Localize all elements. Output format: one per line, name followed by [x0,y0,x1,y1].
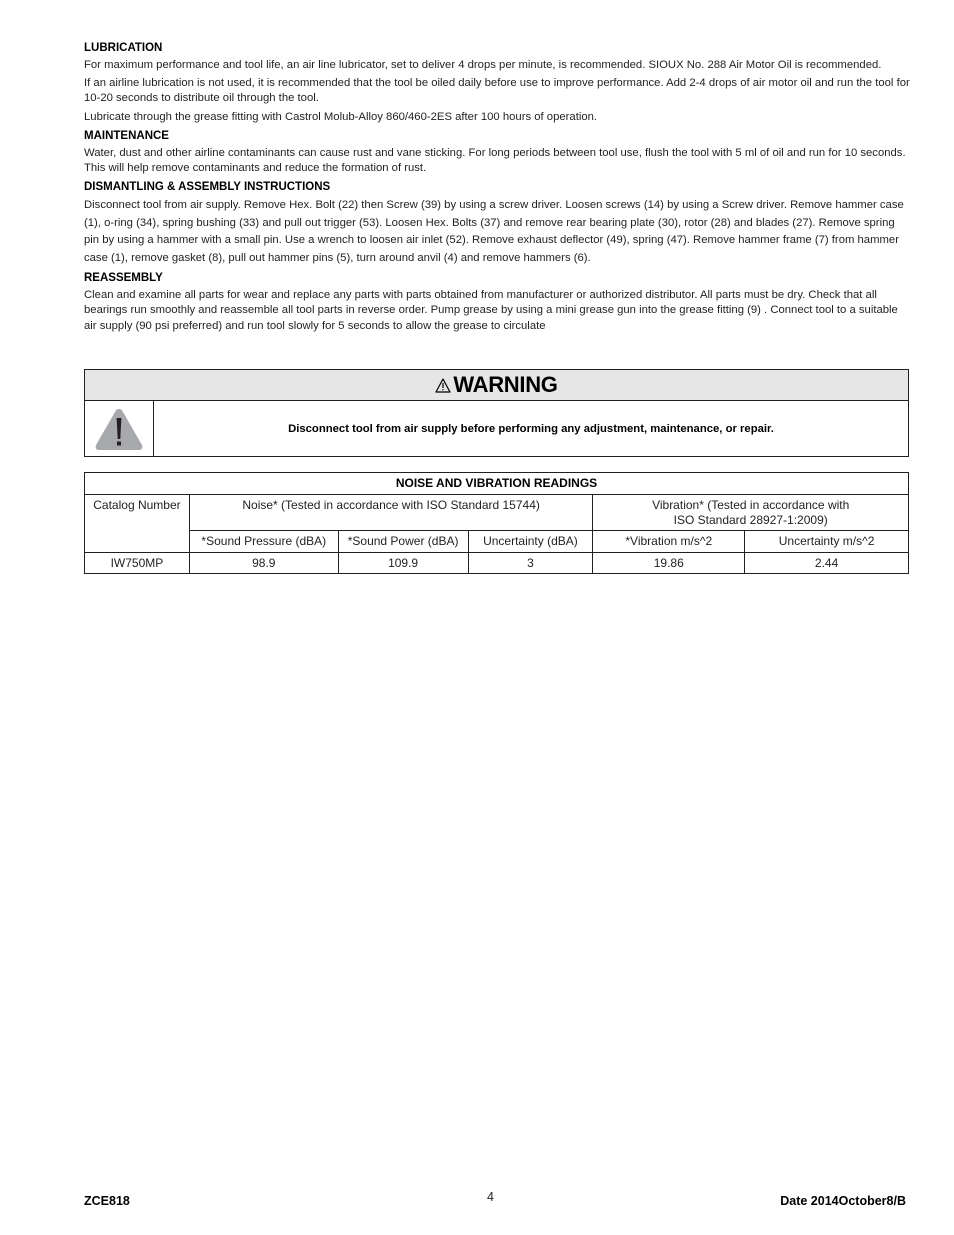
sound-pressure-cell: 98.9 [189,553,338,574]
noise-vibration-table [84,472,909,574]
catalog-number-cell: IW750MP [85,553,190,574]
instructions-content [84,41,910,337]
section-heading-dismantling: DISMANTLING & ASSEMBLY INSTRUCTIONS [84,181,331,194]
document-date: Date 2014October8/B [780,1194,906,1208]
section-heading-maintenance: MAINTENANCE [84,129,169,142]
maintenance-paragraph: Water, dust and other airline contaminants can cause rust and vane sticking. For long periods between tool use, flush the tool with 5 ml of oil and run for 10 seconds. This will help remove contaminants and reduce the formation of rust. [84,146,906,175]
sound-power-header: *Sound Power (dBA) [338,531,468,553]
document-id: ZCE818 [84,1194,130,1208]
noise-header: Noise* (Tested in accordance with ISO Standard 15744) [189,495,592,531]
page-number: 4 [487,1190,494,1204]
lubrication-paragraph-2: If an airline lubrication is not used, it is recommended that the tool be oiled daily before use to improve performance. Add 2-4 drops of air motor oil and run the tool for 10-20 seconds to distribute oil through the tool. [84,77,910,105]
noise-uncertainty-header: Uncertainty (dBA) [468,531,593,553]
warning-title-text: WARNING [453,372,558,397]
vibration-uncertainty-header: Uncertainty m/s^2 [745,531,909,553]
table-title: NOISE AND VIBRATION READINGS [85,473,909,495]
warning-body [85,401,908,456]
warning-box [84,369,909,457]
catalog-number-header: Catalog Number [85,495,190,553]
vibration-value-header: *Vibration m/s^2 [593,531,745,553]
section-heading-lubrication: LUBRICATION [84,42,163,54]
vibration-uncertainty-cell: 2.44 [745,553,909,574]
dismantling-paragraph: Disconnect tool from air supply. Remove Hex. Bolt (22) then Screw (39) by using a screw driver. Loosen screws (14) by using a Screw driver. Remove hammer case (1), o-ring (34), spring bushing (33) and pull out trigger (53). Loosen Hex. Bolts (37) and remove rear bearing plate (30), rotor (28) and blades (27). Remove spring pin by using a hammer with a small pin. Use a wrench to loosen air inlet (52). Remove exhaust deflector (49), spring (47). Remove hammer frame (7) from hammer case (1), remove gasket (8), pull out hammer pins (5), turn around anvil (4) and remove hammers (6). [84,199,904,264]
sound-power-cell: 109.9 [338,553,468,574]
sound-pressure-header: *Sound Pressure (dBA) [189,531,338,553]
vibration-value-cell: 19.86 [593,553,745,574]
warning-message: Disconnect tool from air supply before performing any adjustment, maintenance, or repair. [288,422,774,435]
vibration-header-line1: Vibration* (Tested in accordance with [652,497,850,512]
warning-title [435,372,557,398]
warning-triangle-outline-icon [435,378,451,393]
vibration-header [593,495,909,531]
page-footer [84,1190,906,1210]
warning-triangle-exclamation-icon [94,407,144,451]
vibration-header-line2: ISO Standard 28927-1:2009) [673,512,828,527]
table-row [85,553,909,574]
warning-header [85,370,908,401]
lubrication-paragraph-1: For maximum performance and tool life, an air line lubricator, set to deliver 4 drops per minute, is recommended. SIOUX No. 288 Air Motor Oil is recommended. [84,59,882,71]
warning-icon-cell [85,401,154,456]
noise-uncertainty-cell: 3 [468,553,593,574]
section-heading-reassembly: REASSEMBLY [84,272,163,285]
lubrication-paragraph-3: Lubricate through the grease fitting with Castrol Molub-Alloy 860/460-2ES after 100 hours of operation. [84,110,598,123]
reassembly-paragraph: Clean and examine all parts for wear and replace any parts with parts obtained from manufacturer or authorized distributor. All parts must be dry. Check that all bearings run smoothly and reassemble all tool parts in reverse order. Pump grease by using a mini grease gun into the grease fitting (9) . Connect tool to a suitable air supply (90 psi preferred) and run tool slowly for 5 seconds to allow the grease to circulate [84,289,898,332]
